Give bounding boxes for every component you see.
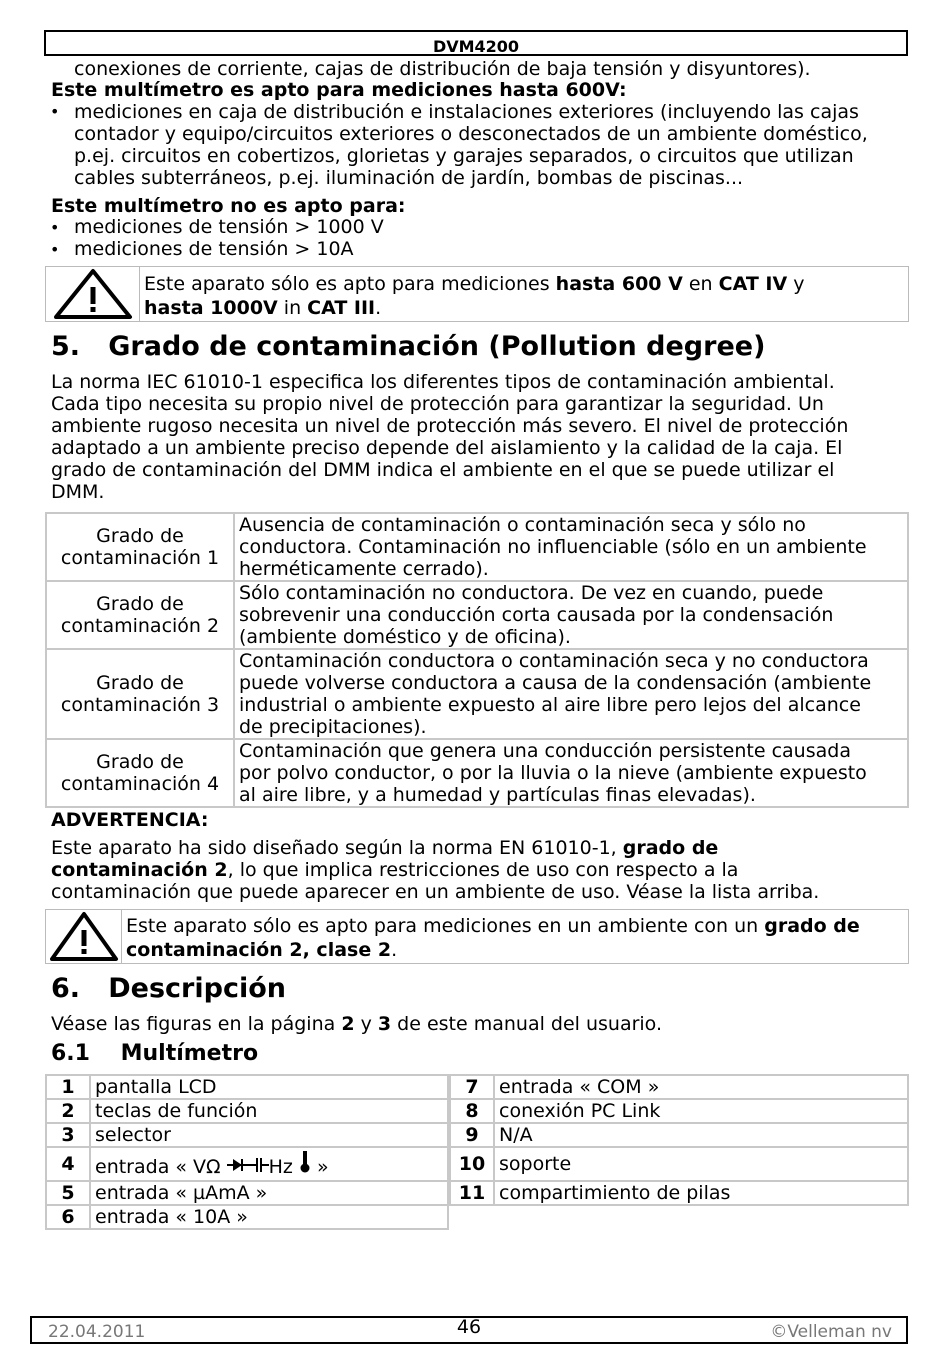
degree-description: Sólo contaminación no conductora. De vez en cuando, puede sobrevenir una conducción corta causada por la condensación (ambiente doméstico y de oficina). [234,581,908,649]
page-footer [30,1316,908,1344]
warning-2-line-2: contaminación 2, clase 2. [126,939,398,961]
section-5-paragraph: La norma IEC 61010-1 especifica los diferentes tipos de contaminación ambiental. [51,371,835,393]
degree-description: Contaminación que genera una conducción persistente causada por polvo conductor, o por la lluvia o la nieve (ambiente expuesto al aire libre, y a humedad y partículas finas elevadas). [234,739,908,807]
advertencia-line-1: Este aparato ha sido diseñado según la norma EN 61010-1, grado de [51,837,719,859]
degree-label: Grado de contaminación 3 [46,649,234,739]
input-symbols-cell: entrada « VΩ Hz » [90,1147,448,1181]
page-header [44,30,908,56]
section-5-paragraph: ambiente rugoso necesita un nivel de protección más severo. El nivel de protección [51,415,849,437]
table-row: 1 pantalla LCD [46,1075,448,1099]
table-row [46,581,908,649]
degree-label: Grado de contaminación 1 [46,513,234,581]
advertencia-line-3: contaminación que puede aparecer en un ambiente de uso. Véase la lista arriba. [51,881,820,903]
table-row: 5 entrada « µAmA » [46,1181,448,1205]
degree-label: Grado de contaminación 2 [46,581,234,649]
table-row [46,513,908,581]
diode-icon [227,1156,249,1178]
parts-table-right [449,1074,909,1206]
warning-triangle-icon [46,267,140,321]
apt-bullet-line: mediciones en caja de distribución e instalaciones exteriores (incluyendo las cajas [74,101,859,123]
table-row: 7 entrada « COM » [450,1075,908,1099]
degree-label: Grado de contaminación 4 [46,739,234,807]
table-row [46,739,908,807]
noapt-heading: Este multímetro no es apto para: [51,195,406,217]
table-row: 8 conexión PC Link [450,1099,908,1123]
table-row: 9 N/A [450,1123,908,1147]
table-row: 2 teclas de función [46,1099,448,1123]
noapt-bullet: mediciones de tensión > 10A [74,238,354,260]
section-5-paragraph: grado de contaminación del DMM indica el ambiente en el que se puede utilizar el [51,459,835,481]
section-5-title: 5. Grado de contaminación (Pollution degree) [51,331,766,362]
section-5-paragraph: adaptado a un ambiente preciso depende del aislamiento y la calidad de la caja. El [51,437,843,459]
bullet-dot: • [50,218,60,237]
apt-bullet-line: contador y equipo/circuitos exteriores o desconectados de un ambiente doméstico, [74,123,868,145]
warning-triangle-icon [46,910,122,963]
pollution-degree-table [45,512,909,808]
advertencia-heading: ADVERTENCIA: [51,809,209,831]
apt-bullet-line: p.ej. circuitos en cobertizos, glorietas y garajes separados, o circuitos que utilizan [74,145,854,167]
continuation-line: conexiones de corriente, cajas de distribución de baja tensión y disyuntores). [74,58,811,80]
apt-heading: Este multímetro es apto para mediciones hasta 600V: [51,79,627,101]
warning-1-line-1: Este aparato sólo es apto para mediciones hasta 600 V en CAT IV y [144,273,805,295]
degree-description: Contaminación conductora o contaminación seca y no conductora puede volverse conductora a causa de la condensación (ambiente industrial o ambiente expuesto al aire libre pero lejos del alcance de precipitaciones). [234,649,908,739]
section-6-title: 6. Descripción [51,973,286,1004]
section-6-1-title: 6.1 Multímetro [51,1041,259,1066]
advertencia-line-2: contaminación 2, lo que implica restricciones de uso con respecto a la [51,859,739,881]
degree-description: Ausencia de contaminación o contaminación seca y sólo no conductora. Contaminación no influenciable (sólo en un ambiente herméticamente cerrado). [234,513,908,581]
footer-copyright: ©Velleman nv [770,1322,892,1342]
footer-date: 22.04.2011 [48,1322,146,1342]
parts-table-left [45,1074,449,1230]
section-5-paragraph: DMM. [51,481,105,503]
table-row: 3 selector [46,1123,448,1147]
section-5-paragraph: Cada tipo necesita su propio nivel de protección para garantizar la seguridad. Un [51,393,824,415]
warning-2-line-1: Este aparato sólo es apto para mediciones en un ambiente con un grado de [126,915,860,937]
table-row: 10 soporte [450,1147,908,1181]
table-row: 4 entrada « VΩ Hz » [46,1147,448,1181]
capacitor-icon [249,1156,269,1178]
warning-1-line-2: hasta 1000V in CAT III. [144,297,382,319]
header-title: DVM4200 [432,37,520,56]
bullet-dot: • [50,240,60,259]
thermometer-icon [299,1156,311,1178]
section-6-intro: Véase las figuras en la página 2 y 3 de este manual del usuario. [51,1013,663,1035]
page-number: 46 [456,1316,482,1338]
table-row: 6 entrada « 10A » [46,1205,448,1229]
apt-bullet-line: cables subterráneos, p.ej. iluminación de jardín, bombas de piscinas... [74,167,744,189]
table-row [46,649,908,739]
bullet-dot: • [50,102,60,121]
table-row: 11 compartimiento de pilas [450,1181,908,1205]
noapt-bullet: mediciones de tensión > 1000 V [74,216,384,238]
